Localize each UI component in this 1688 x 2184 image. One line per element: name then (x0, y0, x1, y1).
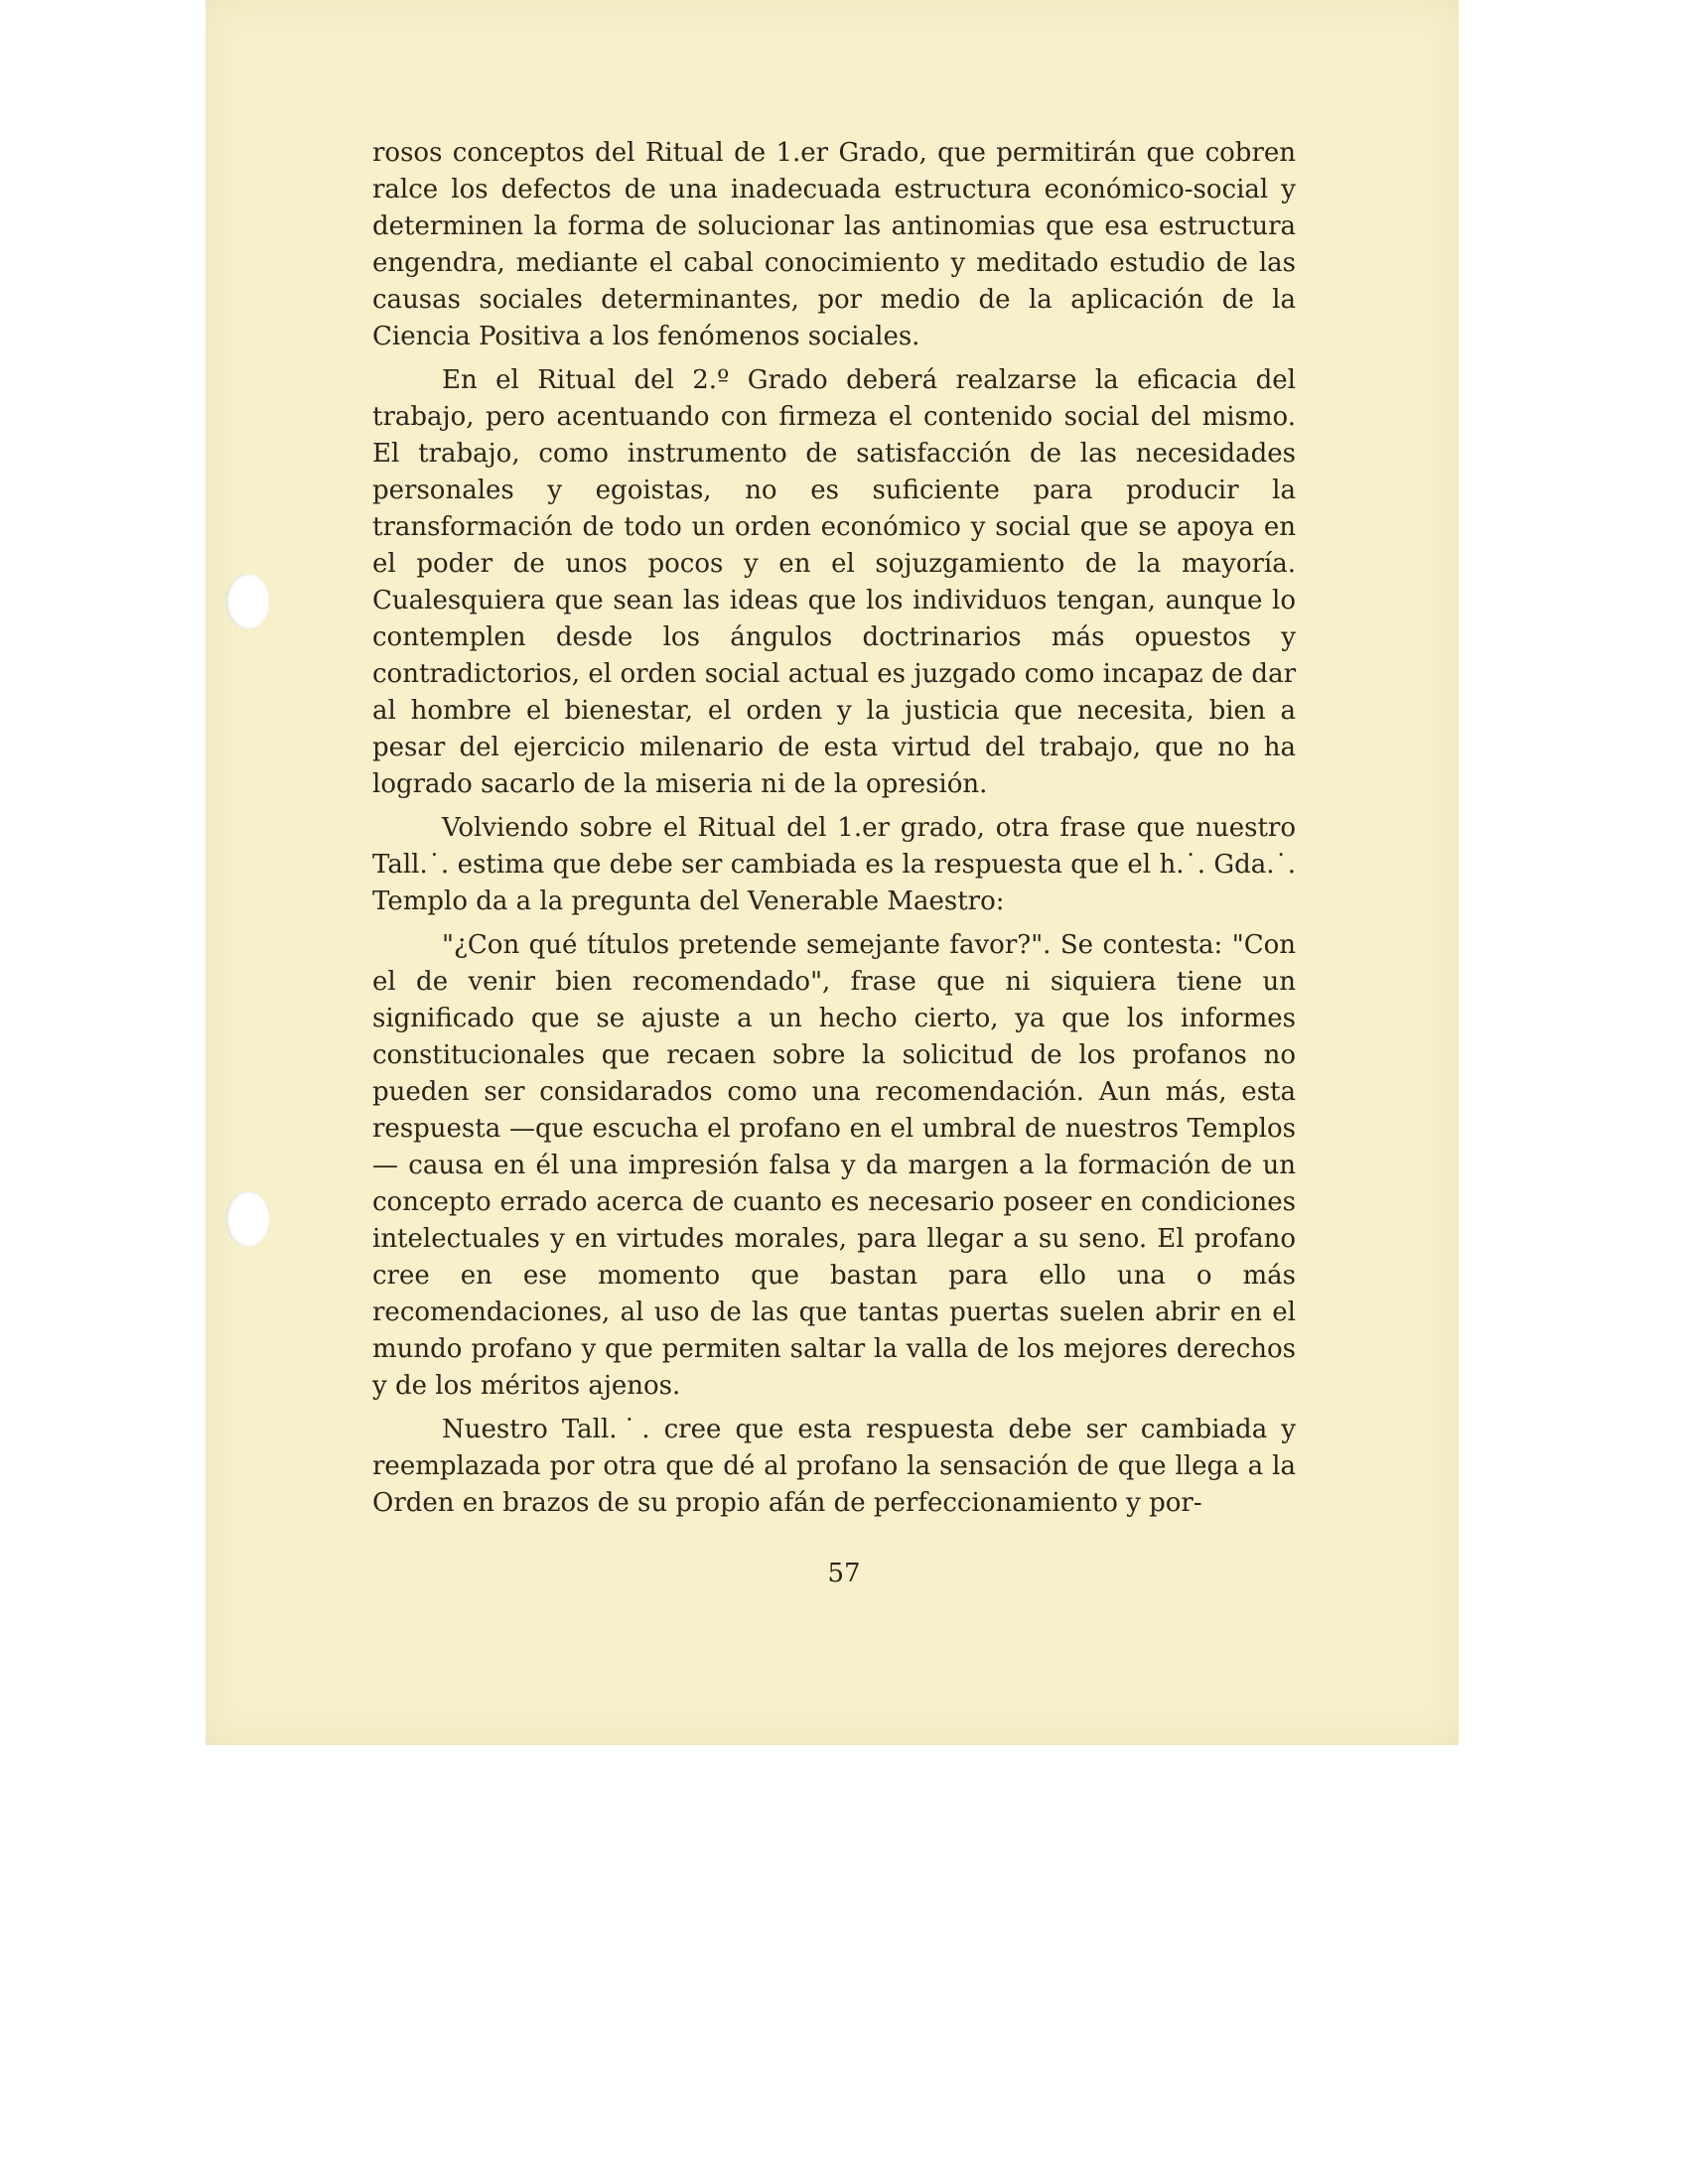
paragraph: Nuestro Tall.˙. cree que esta respuesta debe ser cambiada y reemplazada por otra que dé al profano la sensación de que llega a la Orden en brazos de su propio afán de perfeccionamiento y por- (372, 1415, 1296, 1518)
paragraph: "¿Con qué títulos pretende semejante favor?". Se contesta: "Con el de venir bien recomendado", frase que ni siquiera tiene un significado que se ajuste a un hecho cierto, ya que los informes constitucionales que recaen sobre la solicitud de los profanos no pueden ser considarados como una recomendación. Aun más, esta respuesta —que escucha el profano en el umbral de nuestros Templos — causa en él una impresión falsa y da margen a la formación de un concepto errado acerca de cuanto es necesario poseer en condiciones intelectuales y en virtudes morales, para llegar a su seno. El profano cree en ese momento que bastan para ello una o más recomendaciones, al uso de las que tantas puertas suelen abrir en el mundo profano y que permiten saltar la valla de los mejores derechos y de los méritos ajenos. (372, 930, 1296, 1401)
body-text (372, 135, 1296, 1529)
paragraph: rosos conceptos del Ritual de 1.er Grado, que permitirán que cobren ralce los defectos de una inadecuada estructura económico-social y determinen la forma de solucionar las antinomias que esa estructura engendra, mediante el cabal conocimiento y meditado estudio de las causas sociales determinantes, por medio de la aplicación de la Ciencia Positiva a los fenómenos sociales. (372, 138, 1296, 351)
paragraph: Volviendo sobre el Ritual del 1.er grado, otra frase que nuestro Tall.˙. estima que debe ser cambiada es la respuesta que el h.˙. Gda.˙. Templo da a la pregunta del Venerable Maestro: (372, 813, 1296, 916)
paragraph: En el Ritual del 2.º Grado deberá realzarse la eficacia del trabajo, pero acentuando con firmeza el contenido social del mismo. El trabajo, como instrumento de satisfacción de las necesidades personales y egoistas, no es suficiente para producir la transformación de todo un orden económico y social que se apoya en el poder de unos pocos y en el sojuzgamiento de la mayoría. Cualesquiera que sean las ideas que los individuos tengan, aunque lo contemplen desde los ángulos doctrinarios más opuestos y contradictorios, el orden social actual es juzgado como incapaz de dar al hombre el bienestar, el orden y la justicia que necesita, bien a pesar del ejercicio milenario de esta virtud del trabajo, que no ha logrado sacarlo de la miseria ni de la opresión. (372, 365, 1296, 799)
punch-hole (225, 574, 269, 629)
page-number: 57 (827, 1559, 861, 1588)
punch-hole (225, 1191, 269, 1247)
